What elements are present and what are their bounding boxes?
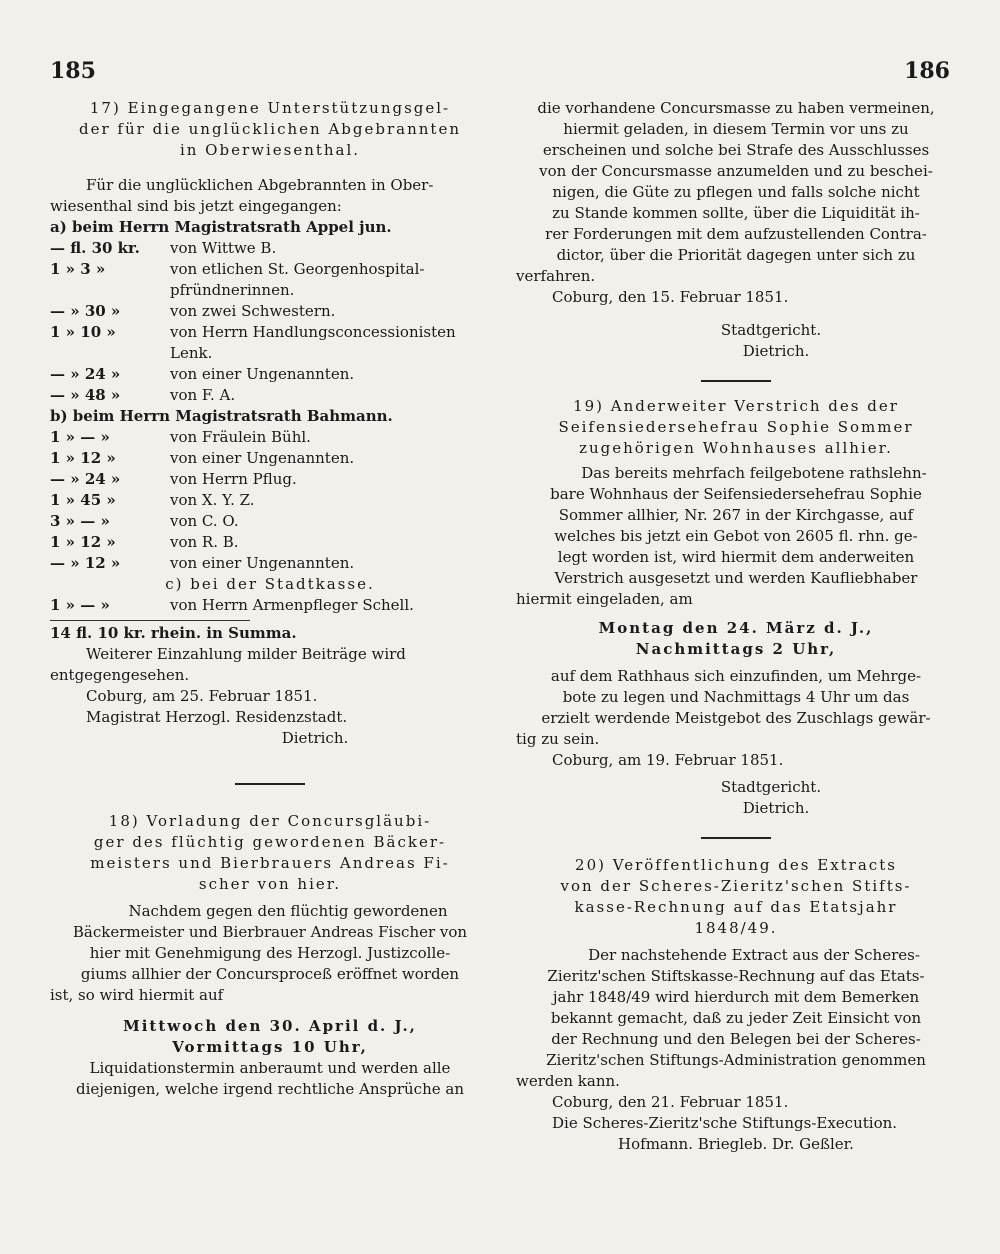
donation-amount: — fl. 30 kr. <box>50 239 140 257</box>
notice-20-signature: Hofmann. Briegleb. Dr. Geßler. <box>618 1135 854 1153</box>
notice-19-authority: Stadtgericht. <box>720 778 822 796</box>
notice-19-date: Montag den 24. März d. J., <box>598 619 874 637</box>
section-b-heading: b) beim Herrn Magistratsrath Bahmann. <box>50 407 393 425</box>
notice-17-intro: Für die unglücklichen Abgebrannten in Ober- <box>86 176 434 194</box>
notice-17-title: 17) Eingegangene Unterstützungsgel- der für die unglücklichen Abgebrannten in Oberwiesenthal. <box>79 99 461 159</box>
notice-18-date-line: Coburg, den 15. Februar 1851. <box>552 288 789 306</box>
donation-donor: von zwei Schwestern. <box>170 302 336 320</box>
notice-18-body: Nachdem gegen den flüchtig gewordenen Bäckermeister und Bierbrauer Andreas Fischer von hier mit Genehmigung des Herzogl. Justizcolle- giums allhier der Concursproceß eröffnet worden ist, so wird hiermit auf <box>50 902 468 1004</box>
notice-19-title: 19) Anderweiter Verstrich des der Seifensiedersehefrau Sophie Sommer zugehörigen Wohnhauses allhier. <box>558 397 914 457</box>
donation-donor: von Herrn Pflug. <box>170 470 297 488</box>
donation-amount: — » 12 » <box>50 554 121 572</box>
donation-row <box>50 280 490 301</box>
page-number-right: 186 <box>904 58 950 84</box>
donation-donor: von Wittwe B. <box>170 239 277 257</box>
donation-row <box>50 595 490 616</box>
further-note: Weiterer Einzahlung milder Beiträge wird <box>86 645 406 663</box>
separator-rule <box>701 837 771 839</box>
donation-row <box>50 322 490 343</box>
donation-amount: — » 24 » <box>50 470 121 488</box>
notice-17-authority: Magistrat Herzogl. Residenzstadt. <box>86 708 348 726</box>
donation-amount: 1 » 3 » <box>50 260 106 278</box>
section-c-heading: c) bei der Stadtkasse. <box>165 575 375 593</box>
donation-amount: 1 » 10 » <box>50 323 116 341</box>
separator-rule <box>235 783 305 785</box>
donation-amount: 1 » 12 » <box>50 449 116 467</box>
notice-20-title: 20) Veröffentlichung des Extracts von der Scheres-Zieritz'schen Stifts- kasse-Rechnung auf das Etatsjahr 1848/49. <box>560 856 912 937</box>
donation-list-a <box>50 238 490 406</box>
donation-donor: von F. A. <box>170 386 236 404</box>
donation-amount <box>50 280 170 301</box>
notice-20-authority: Die Scheres-Zieritz'sche Stiftungs-Execution. <box>552 1114 898 1132</box>
donation-row <box>50 511 490 532</box>
notice-19-body: Das bereits mehrfach feilgebotene rathslehn- bare Wohnhaus der Seifensiedersehefrau Sophie Sommer allhier, Nr. 267 in der Kirchgasse, auf welches bis jetzt ein Gebot von 2605 fl. rhn. ge- legt worden ist, wird hiermit dem anderweiten Verstrich ausgesetzt und werden Kaufliebhaber hiermit eingeladen, am <box>516 464 927 608</box>
donation-row <box>50 343 490 364</box>
donation-donor: von Herrn Handlungsconcessionisten <box>170 323 456 341</box>
donation-donor: von einer Ungenannten. <box>170 449 355 467</box>
sum-rule <box>50 620 250 621</box>
page-number-left: 185 <box>50 58 96 84</box>
notice-19-date-line: Coburg, am 19. Februar 1851. <box>552 751 784 769</box>
donation-row <box>50 448 490 469</box>
donation-row <box>50 238 490 259</box>
donation-amount: 1 » — » <box>50 428 110 446</box>
donation-amount: 1 » — » <box>50 596 110 614</box>
notice-17-date: Coburg, am 25. Februar 1851. <box>86 687 318 705</box>
section-a-heading: a) beim Herrn Magistratsrath Appel jun. <box>50 218 392 236</box>
donation-row <box>50 553 490 574</box>
donation-amount: 1 » 45 » <box>50 491 116 509</box>
donation-amount: 3 » — » <box>50 512 110 530</box>
donation-donor: von einer Ungenannten. <box>170 365 355 383</box>
donation-row <box>50 364 490 385</box>
donation-total: 14 fl. 10 kr. rhein. in Summa. <box>50 624 297 642</box>
notice-18-continuation: die vorhandene Concursmasse zu haben vermeinen, hiermit geladen, in diesem Termin vor uns zu erscheinen und solche bei Strafe des Ausschlusses von der Concursmasse anzumelden und zu beschei- nigen, die Güte zu pflegen und falls solche nicht zu Stande kommen sollte, über die Liquidität ih- rer Forderungen mit dem aufzustellenden Contra- dictor, über die Priorität dagegen unter sich zu verfahren. <box>516 99 935 285</box>
donation-amount: — » 24 » <box>50 365 121 383</box>
donation-row <box>50 490 490 511</box>
donation-donor: pfründnerinnen. <box>170 281 295 299</box>
notice-19-after: auf dem Rathhaus sich einzufinden, um Mehrge- bote zu legen und Nachmittags 4 Uhr um das erzielt werdende Meistgebot des Zuschlags gewär- tig zu sein. <box>516 667 931 748</box>
donation-row <box>50 385 490 406</box>
donation-amount: — » 48 » <box>50 386 121 404</box>
notice-18-title: 18) Vorladung der Concursgläubi- ger des flüchtig gewordenen Bäcker- meisters und Bierbrauers Andreas Fi- scher von hier. <box>90 812 450 893</box>
right-column: die vorhandene Concursmasse zu haben vermeinen, hiermit geladen, in diesem Termin vor uns zu erscheinen und solche bei Strafe des Ausschlusses von der Concursmasse anzumelden und zu beschei- nigen, die Güte zu pflegen und falls solche nicht zu Stande kommen sollte, über die Liquidität ih- rer Forderungen mit dem aufzustellenden Contra- dictor, über die Priorität dagegen unter sich zu verfahren. Coburg, den 15. Februar 1851. Stadtgericht. Dietrich. 19) Anderweiter Verstrich des der Seifensiedersehefrau Sophie Sommer zugehörigen Wohnhauses allhier. Das bereits mehrfach feilgebotene rathslehn- bare Wohnhaus der Seifensiedersehefrau Sophie Sommer allhier, Nr. 267 in der Kirchgasse, auf welches bis jetzt ein Gebot von 2605 fl. rhn. ge- legt worden ist, wird hiermit dem anderweiten Verstrich ausgesetzt und werden Kaufliebhaber hiermit eingeladen, am Montag den 24. März d. J., Nachmittags 2 Uhr, auf dem Rathhaus sich einzufinden, um Mehrge- bote zu legen und Nachmittags 4 Uhr um das erzielt werdende Meistgebot des Zuschlags gewär- tig zu sein. Coburg, am 19. Februar 1851. Stadtgericht. Dietrich. 20) Veröffentlichung des Extracts von der Scheres-Zieritz'schen Stifts- kasse-Rechnung auf das Etatsjahr 1848/49. Der nachstehende Extract aus der Scheres- Zieritz'schen Stiftskasse-Rechnung auf das Etats- jahr 1848/49 wird hierdurch mit dem Bemerken bekannt gemacht, daß zu jeder Zeit Einsicht von der Rechnung und den Belegen bei der Scheres- Zieritz'schen Stiftungs-Administration genommen werden kann. Coburg, den 21. Februar 1851. Die Scheres-Zieritz'sche Stiftungs-Execution. Hofmann. Briegleb. Dr. Geßler. <box>516 98 956 1155</box>
donation-donor: von C. O. <box>170 512 239 530</box>
notice-18-authority: Stadtgericht. <box>720 321 822 339</box>
donation-amount: — » 30 » <box>50 302 121 320</box>
donation-row <box>50 532 490 553</box>
donation-donor: Lenk. <box>170 344 213 362</box>
donation-row <box>50 469 490 490</box>
notice-19-signature: Dietrich. <box>742 799 810 817</box>
separator-rule <box>701 380 771 382</box>
donation-donor: von R. B. <box>170 533 239 551</box>
donation-donor: von einer Ungenannten. <box>170 554 355 572</box>
notice-18-signature: Dietrich. <box>742 342 810 360</box>
donation-donor: von X. Y. Z. <box>170 491 255 509</box>
notice-17-signature: Dietrich. <box>281 729 349 747</box>
donation-donor: von etlichen St. Georgenhospital- <box>170 260 425 278</box>
notice-20-body: Der nachstehende Extract aus der Scheres- Zieritz'schen Stiftskasse-Rechnung auf das Etats- jahr 1848/49 wird hierdurch mit dem Bemerken bekannt gemacht, daß zu jeder Zeit Einsicht von der Rechnung und den Belegen bei der Scheres- Zieritz'schen Stiftungs-Administration genommen werden kann. <box>516 946 926 1090</box>
donation-row <box>50 427 490 448</box>
donation-list-c <box>50 595 490 616</box>
left-column: 17) Eingegangene Unterstützungsgel- der für die unglücklichen Abgebrannten in Oberwiesenthal. Für die unglücklichen Abgebrannten in Ober- wiesenthal sind bis jetzt eingegangen: a) beim Herrn Magistratsrath Appel jun. — fl. 30 kr. von Wittwe B. 1 » 3 » von etlichen St. Georgenhospital- pfründnerinnen. — » 30 » von zwei Schwestern. 1 » 10 » von Herrn Handlungsconcessionisten Lenk. — » 24 » von einer Ungenannten. — » 48 » von F. A. b) beim Herrn Magistratsrath Bahmann. 1 » — » von Fräulein Bühl. 1 » 12 » von einer Ungenannten. — » 24 » von Herrn Pflug. 1 » 45 » von X. Y. Z. 3 » — » von C. O. 1 » 12 » von R. B. — » 12 » von einer Ungenannten. c) bei der Stadtkasse. 1 » — » von Herrn Armenpfleger Schell. 14 fl. 10 kr. rhein. in Summa. Weiterer Einzahlung milder Beiträge wird entgegengesehen. Coburg, am 25. Februar 1851. Magistrat Herzogl. Residenzstadt. Dietrich. 18) Vorladung der Concursgläubi- ger des flüchtig gewordenen Bäcker- meisters und Bierbrauers Andreas Fi- scher von hier. Nachdem gegen den flüchtig gewordenen Bäckermeister und Bierbrauer Andreas Fischer von hier mit Genehmigung des Herzogl. Justizcolle- giums allhier der Concursproceß eröffnet worden ist, so wird hiermit auf Mittwoch den 30. April d. J., Vormittags 10 Uhr, Liquidationstermin anberaumt und werden alle diejenigen, welche irgend rechtliche Ansprüche an <box>50 98 490 1100</box>
donation-donor: von Fräulein Bühl. <box>170 428 311 446</box>
notice-18-after: Liquidationstermin anberaumt und werden alle <box>89 1059 451 1077</box>
notice-18-date: Mittwoch den 30. April d. J., <box>123 1017 417 1035</box>
donation-amount: 1 » 12 » <box>50 533 116 551</box>
donation-list-b <box>50 427 490 574</box>
donation-donor: von Herrn Armenpfleger Schell. <box>170 596 414 614</box>
notice-20-date-line: Coburg, den 21. Februar 1851. <box>552 1093 789 1111</box>
donation-amount <box>50 343 170 364</box>
donation-row <box>50 301 490 322</box>
donation-row <box>50 259 490 280</box>
